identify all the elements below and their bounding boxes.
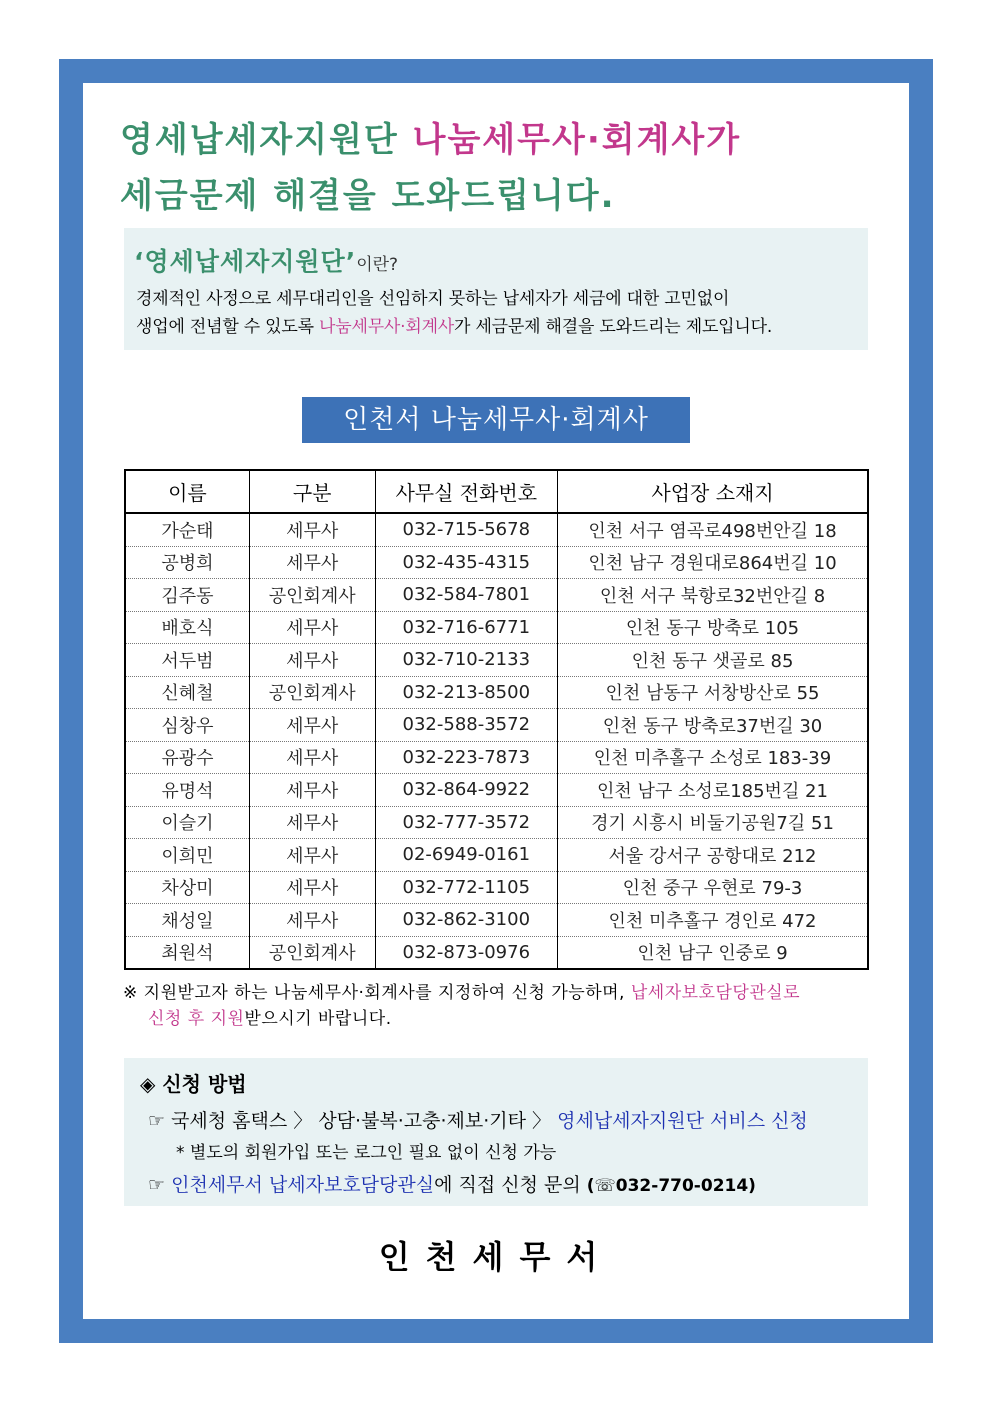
howto-step-1	[148, 1106, 808, 1133]
cell-phone: 02-6949-0161	[375, 839, 558, 872]
intro-line-2-pre: 생업에 전념할 수 있도록	[136, 317, 320, 337]
cell-type: 세무사	[249, 741, 375, 774]
cell-address: 인천 남구 인중로 9	[558, 936, 868, 969]
intro-title-text: ‘영세납세자지원단’	[134, 247, 357, 276]
table-row	[125, 644, 868, 677]
intro-line-2	[136, 312, 772, 337]
cell-type: 공인회계사	[249, 676, 375, 709]
cell-phone: 032-716-6771	[375, 611, 558, 644]
cell-phone: 032-864-9922	[375, 774, 558, 807]
cell-phone: 032-213-8500	[375, 676, 558, 709]
cell-type: 세무사	[249, 644, 375, 677]
cell-phone: 032-435-4315	[375, 546, 558, 579]
cell-address: 인천 서구 염곡로498번안길 18	[558, 513, 868, 546]
advisor-table	[124, 469, 869, 970]
headline-org-name: 영세납세자지원단	[120, 120, 399, 160]
cell-phone: 032-584-7801	[375, 579, 558, 612]
cell-phone: 032-588-3572	[375, 709, 558, 742]
howto-step-2-phone: (☏032-770-0214)	[586, 1176, 756, 1196]
cell-phone: 032-710-2133	[375, 644, 558, 677]
note-line-2-highlight: 신청 후 지원	[148, 1009, 245, 1029]
howto-step-2-marker: ☞	[148, 1174, 166, 1196]
intro-line-1: 경제적인 사정으로 세무대리인을 선임하지 못하는 납세자가 세금에 대한 고민없이	[136, 289, 730, 309]
cell-address: 서울 강서구 공항대로 212	[558, 839, 868, 872]
cell-type: 세무사	[249, 806, 375, 839]
note-line-2-post: 받으시기 바랍니다.	[244, 1009, 392, 1029]
intro-title	[134, 242, 398, 278]
table-row	[125, 741, 868, 774]
cell-type: 세무사	[249, 904, 375, 937]
table-row	[125, 806, 868, 839]
cell-address: 인천 남구 경원대로864번길 10	[558, 546, 868, 579]
howto-step-1-path: ☞ 국세청 홈택스 〉 상담·불복·고충·제보·기타 〉	[148, 1110, 552, 1132]
cell-type: 세무사	[249, 871, 375, 904]
cell-name: 이슬기	[125, 806, 249, 839]
cell-type: 세무사	[249, 513, 375, 546]
cell-name: 배호식	[125, 611, 249, 644]
note-line-1-pre: ※ 지원받고자 하는 나눔세무사·회계사를 지정하여 신청 가능하며,	[123, 983, 631, 1003]
cell-phone: 032-772-1105	[375, 871, 558, 904]
table-header-row	[125, 470, 868, 513]
cell-phone: 032-873-0976	[375, 936, 558, 969]
section-badge: 인천서 나눔세무사·회계사	[302, 397, 690, 443]
cell-name: 이희민	[125, 839, 249, 872]
cell-name: 유명석	[125, 774, 249, 807]
cell-name: 유광수	[125, 741, 249, 774]
cell-address: 인천 미추홀구 소성로 183-39	[558, 741, 868, 774]
cell-type: 공인회계사	[249, 936, 375, 969]
table-row	[125, 676, 868, 709]
cell-address: 경기 시흥시 비둘기공원7길 51	[558, 806, 868, 839]
cell-address: 인천 남동구 서창방산로 55	[558, 676, 868, 709]
howto-step-2	[148, 1170, 756, 1197]
table-row	[125, 936, 868, 969]
cell-address: 인천 미추홀구 경인로 472	[558, 904, 868, 937]
table-row	[125, 904, 868, 937]
table-body	[125, 513, 868, 969]
cell-phone: 032-862-3100	[375, 904, 558, 937]
cell-name: 가순태	[125, 513, 249, 546]
headline-volunteer-name: 나눔세무사·회계사가	[412, 120, 742, 160]
table-row	[125, 611, 868, 644]
intro-line-2-post: 가 세금문제 해결을 도와드리는 제도입니다.	[454, 317, 773, 337]
cell-type: 세무사	[249, 546, 375, 579]
intro-line-2-highlight: 나눔세무사·회계사	[319, 317, 455, 337]
header-address: 사업장 소재지	[558, 470, 868, 513]
cell-name: 차상미	[125, 871, 249, 904]
cell-name: 채성일	[125, 904, 249, 937]
cell-address: 인천 남구 소성로185번길 21	[558, 774, 868, 807]
cell-phone: 032-223-7873	[375, 741, 558, 774]
table-row	[125, 513, 868, 546]
table-row	[125, 774, 868, 807]
howto-heading: ◈ 신청 방법	[140, 1072, 247, 1096]
cell-type: 세무사	[249, 709, 375, 742]
cell-address: 인천 동구 샛골로 85	[558, 644, 868, 677]
cell-name: 신혜철	[125, 676, 249, 709]
table-row	[125, 839, 868, 872]
header-phone: 사무실 전화번호	[375, 470, 558, 513]
cell-name: 김주동	[125, 579, 249, 612]
cell-name: 공병희	[125, 546, 249, 579]
intro-box	[124, 228, 868, 350]
howto-box	[124, 1058, 868, 1206]
cell-type: 세무사	[249, 774, 375, 807]
cell-address: 인천 서구 북항로32번안길 8	[558, 579, 868, 612]
table-row	[125, 871, 868, 904]
cell-phone: 032-715-5678	[375, 513, 558, 546]
cell-name: 최원석	[125, 936, 249, 969]
cell-name: 서두범	[125, 644, 249, 677]
headline-line-1	[120, 112, 741, 161]
howto-step-1-service: 영세납세자지원단 서비스 신청	[557, 1110, 808, 1132]
cell-name: 심창우	[125, 709, 249, 742]
note-line-2	[148, 1004, 392, 1029]
table-row	[125, 709, 868, 742]
footer-office-name: 인천세무서	[378, 1238, 614, 1276]
table-row	[125, 546, 868, 579]
header-name: 이름	[125, 470, 249, 513]
cell-address: 인천 동구 방축로 105	[558, 611, 868, 644]
cell-type: 세무사	[249, 611, 375, 644]
headline-line-2: 세금문제 해결을 도와드립니다.	[120, 176, 616, 216]
table-row	[125, 579, 868, 612]
note-line-1	[123, 978, 800, 1003]
cell-phone: 032-777-3572	[375, 806, 558, 839]
cell-type: 공인회계사	[249, 579, 375, 612]
cell-type: 세무사	[249, 839, 375, 872]
note-line-1-highlight: 납세자보호담당관실로	[630, 983, 801, 1003]
header-type: 구분	[249, 470, 375, 513]
howto-step-1-sub: * 별도의 회원가입 또는 로그인 필요 없이 신청 가능	[176, 1143, 557, 1163]
intro-title-suffix: 이란?	[356, 255, 399, 275]
cell-address: 인천 동구 방축로37번길 30	[558, 709, 868, 742]
howto-step-2-office: 인천세무서 납세자보호담당관실	[171, 1174, 435, 1196]
howto-step-2-post: 에 직접 신청 문의	[434, 1174, 581, 1196]
cell-address: 인천 중구 우현로 79-3	[558, 871, 868, 904]
